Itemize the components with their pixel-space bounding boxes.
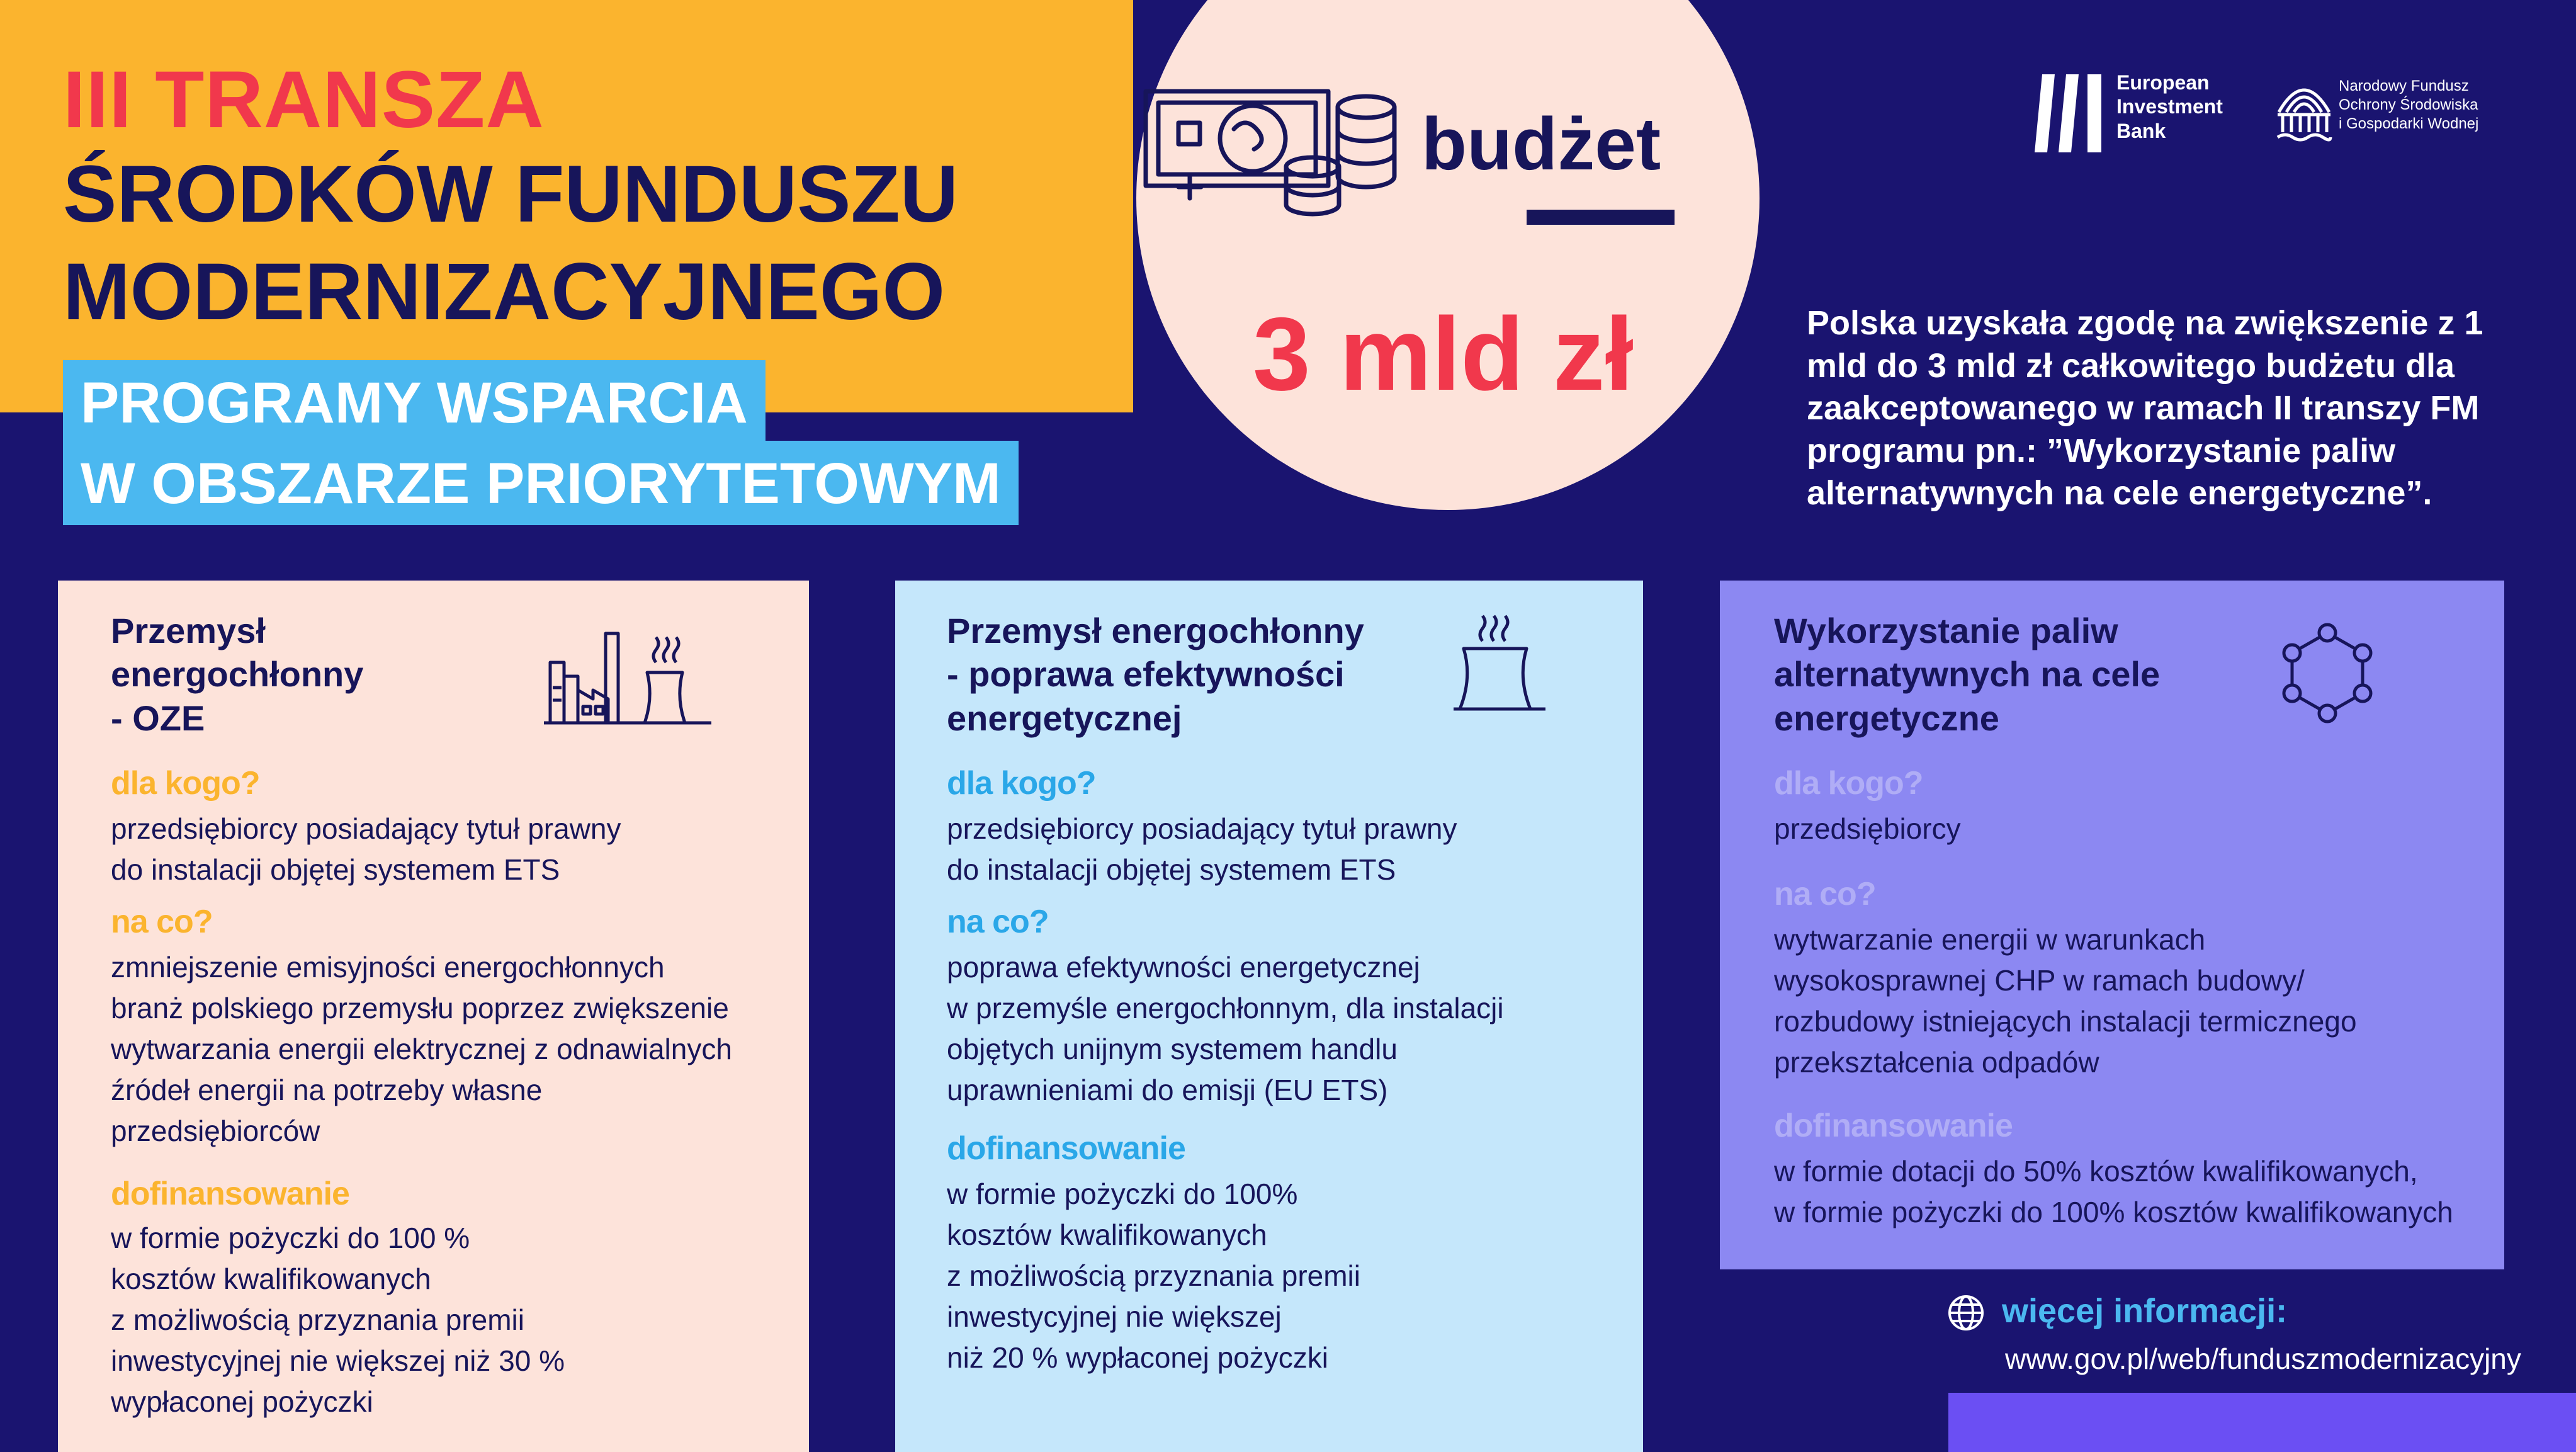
nfosigw-name bbox=[2339, 77, 2478, 133]
globe-icon bbox=[1947, 1294, 1985, 1335]
budget-label: budżet bbox=[1421, 103, 1661, 186]
eib-name-line: Bank bbox=[2116, 119, 2166, 142]
funding-text: w formie pożyczki do 100 % kosztów kwalifikowanych z możliwością przyznania premii inwestycyjnej nie większej niż 30 % wypłaconej pożyczki bbox=[111, 1222, 565, 1418]
card-title: Przemysł energochłonny - OZE bbox=[111, 611, 364, 738]
money-coins-icon bbox=[1139, 79, 1404, 227]
card-title: Przemysł energochłonny - poprawa efektywności energetycznej bbox=[947, 611, 1364, 738]
for-whom-heading: dla kogo? bbox=[1774, 765, 1923, 802]
for-whom-heading: dla kogo? bbox=[111, 765, 260, 802]
for-whom-text: przedsiębiorcy bbox=[1774, 812, 1961, 845]
nfosigw-logo-icon bbox=[2274, 74, 2334, 147]
eib-name-line: European bbox=[2116, 71, 2210, 94]
nfosigw-name-line: Narodowy Fundusz bbox=[2339, 77, 2469, 94]
funding-heading: dofinansowanie bbox=[1774, 1108, 2013, 1144]
program-card-oze bbox=[58, 581, 809, 1452]
funding-text: w formie dotacji do 50% kosztów kwalifikowanych, w formie pożyczki do 100% kosztów kwalifikowanych bbox=[1774, 1155, 2453, 1228]
for-whom-text: przedsiębiorcy posiadający tytuł prawny do instalacji objętej systemem ETS bbox=[947, 812, 1457, 886]
for-what-text: zmniejszenie emisyjności energochłonnych branż polskiego przemysłu poprzez zwiększenie wytwarzania energii elektrycznej z odnawialnych źródeł energii na potrzeby własne przedsiębiorców bbox=[111, 951, 732, 1147]
factory-icon bbox=[543, 631, 713, 729]
for-whom-text: przedsiębiorcy posiadający tytuł prawny do instalacji objętej systemem ETS bbox=[111, 812, 621, 886]
cooling-tower-icon bbox=[1452, 613, 1547, 717]
funding-heading: dofinansowanie bbox=[111, 1176, 349, 1212]
funding-text: w formie pożyczki do 100% kosztów kwalifikowanych z możliwością przyznania premii inwestycyjnej nie większej niż 20 % wypłaconej pożyczki bbox=[947, 1177, 1360, 1374]
title-line-funds: ŚRODKÓW FUNDUSZU bbox=[63, 149, 959, 239]
nfosigw-name-line: i Gospodarki Wodnej bbox=[2339, 115, 2479, 132]
for-what-heading: na co? bbox=[1774, 876, 1876, 912]
eib-name-line: Investment bbox=[2116, 95, 2223, 118]
budget-amount: 3 mld zł bbox=[1253, 296, 1634, 412]
program-card-alternative-fuels bbox=[1720, 581, 2504, 1269]
more-info-link[interactable]: www.gov.pl/web/funduszmodernizacyjny bbox=[2005, 1342, 2521, 1375]
subtitle-line-2: W OBSZARZE PRIORYTETOWYM bbox=[63, 441, 1019, 525]
for-what-text: poprawa efektywności energetycznej w przemyśle energochłonnym, dla instalacji objętych unijnym systemem handlu uprawnieniami do emisji (EU ETS) bbox=[947, 951, 1504, 1106]
for-what-text: wytwarzanie energii w warunkach wysokosprawnej CHP w ramach budowy/ rozbudowy istniejących instalacji termicznego przekształcenia odpadów bbox=[1774, 923, 2357, 1079]
subtitle-line-1: PROGRAMY WSPARCIA bbox=[63, 360, 765, 445]
program-card-efficiency bbox=[895, 581, 1643, 1452]
eib-logo-icon bbox=[2033, 69, 2109, 161]
budget-underline bbox=[1527, 210, 1675, 225]
bottom-accent-bar bbox=[1948, 1393, 2576, 1452]
molecule-ring-icon bbox=[2277, 621, 2378, 732]
budget-circle bbox=[1136, 0, 1760, 510]
more-info-label: więcej informacji: bbox=[2002, 1292, 2288, 1330]
for-whom-heading: dla kogo? bbox=[947, 765, 1096, 802]
funding-heading: dofinansowanie bbox=[947, 1130, 1185, 1167]
for-what-heading: na co? bbox=[111, 904, 213, 940]
for-what-heading: na co? bbox=[947, 904, 1049, 940]
eib-name bbox=[2116, 71, 2223, 143]
budget-info-paragraph: Polska uzyskała zgodę na zwiększenie z 1 mld do 3 mld zł całkowitego budżetu dla zaakceptowanego w ramach II transzy FM programu pn.: ”Wykorzystanie paliw alternatywnych na cele energetyczne”. bbox=[1807, 304, 2483, 512]
title-tranche: III TRANSZA bbox=[63, 55, 545, 145]
card-title: Wykorzystanie paliw alternatywnych na cele energetyczne bbox=[1774, 611, 2161, 738]
title-line-modernization: MODERNIZACYJNEGO bbox=[63, 247, 945, 337]
nfosigw-name-line: Ochrony Środowiska bbox=[2339, 96, 2478, 113]
